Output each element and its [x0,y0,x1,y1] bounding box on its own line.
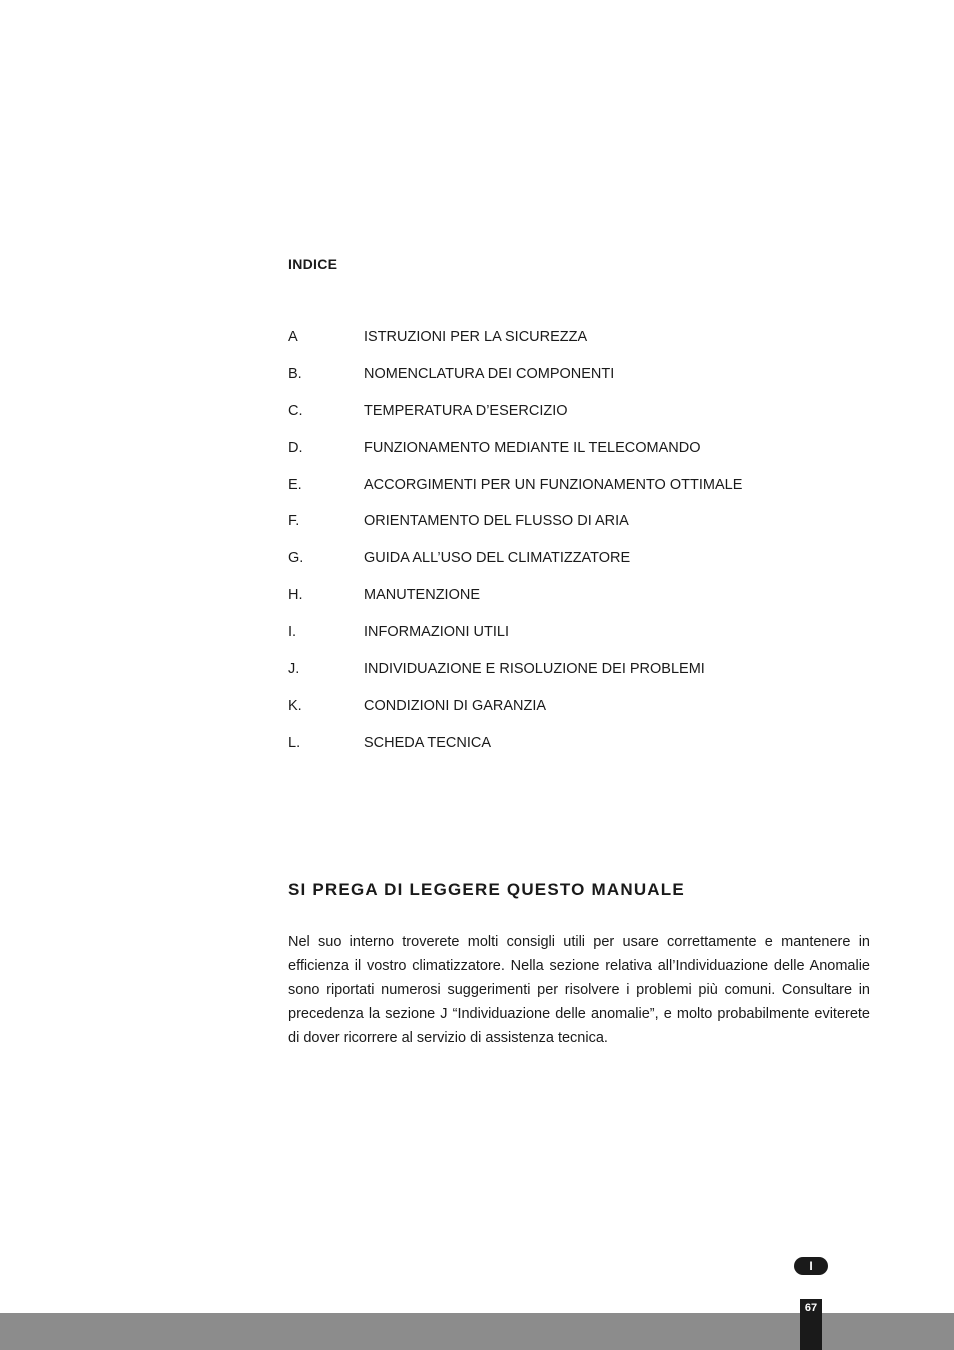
language-badge: I [794,1257,828,1275]
toc-item-letter: I. [288,624,297,641]
toc-item-letter: C. [288,402,303,419]
toc-item-letter: J. [288,661,300,678]
toc-item-letter: H. [288,587,303,604]
toc-item-letter: E. [288,476,302,493]
toc-item-letter: B. [288,365,302,382]
toc-item-label: ISTRUZIONI PER LA SICUREZZA [364,329,588,345]
toc-item[interactable] [288,659,742,696]
toc-item-letter: F. [288,513,300,530]
toc-item[interactable] [288,475,742,512]
toc-item-letter: D. [288,439,303,456]
toc-item[interactable] [288,438,742,475]
toc-item-label: MANUTENZIONE [364,587,480,604]
toc-item-label: INDIVIDUAZIONE E RISOLUZIONE DEI PROBLEMI [364,661,705,678]
toc-item[interactable] [288,401,742,438]
toc-item-letter: G. [288,550,304,567]
toc-item-label: GUIDA ALL’USO DEL CLIMATIZZATORE [364,550,631,567]
page-number: 67 [804,1302,818,1314]
toc-item-label: CONDIZIONI DI GARANZIA [364,697,547,714]
toc-item-label: TEMPERATURA D’ESERCIZIO [364,402,568,419]
toc-item-label: NOMENCLATURA DEI COMPONENTI [364,365,615,382]
table-of-contents [288,327,742,770]
toc-item-letter: A [288,329,298,345]
toc-item[interactable] [288,327,742,364]
toc-item[interactable] [288,733,742,770]
toc-item[interactable] [288,585,742,622]
toc-item-label: ACCORGIMENTI PER UN FUNZIONAMENTO OTTIMALE [364,476,743,493]
toc-item-label: ORIENTAMENTO DEL FLUSSO DI ARIA [364,513,629,530]
toc-item-letter: L. [288,734,301,751]
manual-heading: SI PREGA DI LEGGERE QUESTO MANUALE [288,880,685,899]
toc-item-label: SCHEDA TECNICA [364,734,492,751]
index-title: INDICE [288,256,338,272]
toc-item[interactable] [288,696,742,733]
toc-item-label: INFORMAZIONI UTILI [364,624,509,641]
toc-item-letter: K. [288,697,302,714]
toc-item[interactable] [288,622,742,659]
page-number-tab [800,1299,822,1350]
toc-item-label: FUNZIONAMENTO MEDIANTE IL TELECOMANDO [364,439,701,456]
toc-item[interactable] [288,511,742,548]
toc-item[interactable] [288,364,742,401]
toc-item[interactable] [288,548,742,585]
manual-intro-paragraph: Nel suo interno troverete molti consigli utili per usare correttamente e mantenere in efficienza il vostro climatizzatore. Nella sezione relativa all’Individuazione delle Anomalie sono riportati numerosi suggerimenti per risolvere i problemi più comuni. Consultare in precedenza la sezione J “Individuazione delle anomalie”, e molto probabilmente eviterete di dover ricorrere al servizio di assistenza tecnica. [288,934,870,1046]
